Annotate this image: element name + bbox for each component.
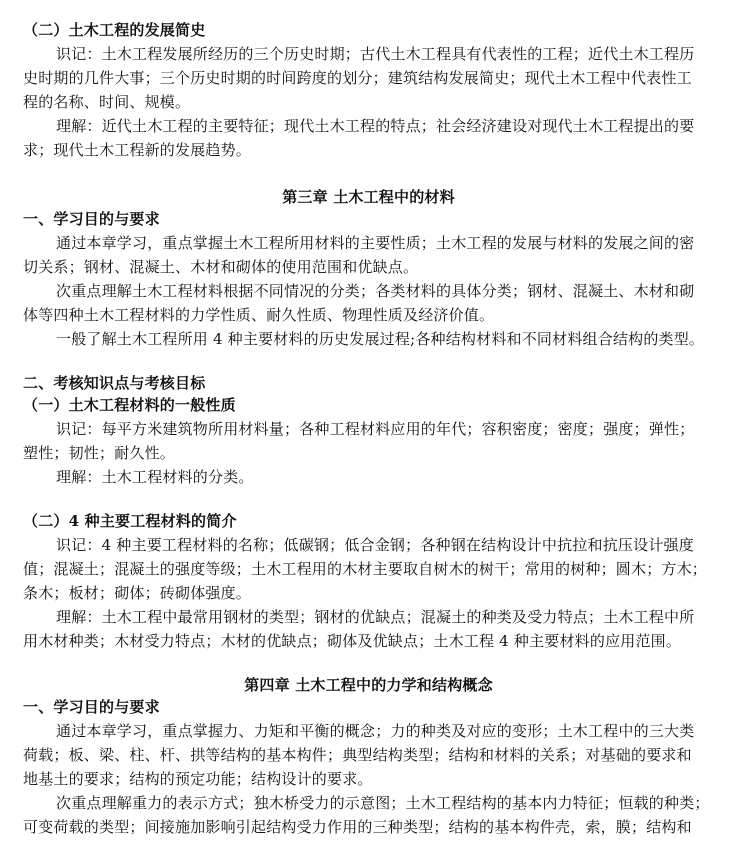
paragraph-line: 识记：土木工程发展所经历的三个历史时期；古代土木工程具有代表性的工程；近代土木工程历 bbox=[56, 45, 695, 63]
paragraph-line: 程的名称、时间、规模。 bbox=[23, 93, 191, 111]
section-heading: 一、学习目的与要求 bbox=[23, 210, 160, 228]
paragraph-line: 通过本章学习，重点掌握力、力矩和平衡的概念；力的种类及对应的变形；土木工程中的三大类 bbox=[56, 722, 695, 740]
paragraph-line: 用木材种类；木材受力特点；木材的优缺点；砌体及优缺点；土木工程 4 种主要材料的应用范围。 bbox=[23, 632, 682, 650]
paragraph-line: 理解：土木工程中最常用钢材的类型；钢材的优缺点；混凝土的种类及受力特点；土木工程中所 bbox=[56, 608, 695, 626]
paragraph-line: 地基土的要求；结构的预定功能；结构设计的要求。 bbox=[23, 770, 373, 788]
paragraph-line: 理解：土木工程材料的分类。 bbox=[56, 468, 254, 486]
paragraph-line: 次重点理解重力的表示方式；独木桥受力的示意图；土木工程结构的基本内力特征；恒载的种类； bbox=[56, 794, 710, 812]
paragraph-line: 史时期的几件大事；三个历史时期的时间跨度的划分；建筑结构发展简史；现代土木工程中代表性工 bbox=[23, 69, 692, 87]
paragraph-line: 体等四种土木工程材料的力学性质、耐久性质、物理性质及经济价值。 bbox=[23, 306, 495, 324]
section-heading: 一、学习目的与要求 bbox=[23, 698, 160, 716]
paragraph-line: 一般了解土木工程所用 4 种主要材料的历史发展过程;各种结构材料和不同材料组合结构的类型。 bbox=[56, 330, 705, 348]
paragraph-line: 次重点理解土木工程材料根据不同情况的分类；各类材料的具体分类；钢材、混凝土、木材和砌 bbox=[56, 282, 695, 300]
paragraph-line: 识记：4 种主要工程材料的名称；低碳钢；低合金钢；各种钢在结构设计中抗拉和抗压设计强度 bbox=[56, 536, 694, 554]
subsection-heading: （一）土木工程材料的一般性质 bbox=[23, 396, 236, 414]
paragraph-line: 通过本章学习，重点掌握土木工程所用材料的主要性质；土木工程的发展与材料的发展之间的密 bbox=[56, 234, 695, 252]
paragraph-line: 值；混凝土；混凝土的强度等级；土木工程用的木材主要取自树木的树干；常用的树种；圆木；方木； bbox=[23, 560, 708, 578]
paragraph-line: 求；现代土木工程新的发展趋势。 bbox=[23, 141, 252, 159]
subsection-heading: （二）4 种主要工程材料的简介 bbox=[23, 512, 237, 530]
paragraph-line: 识记：每平方米建筑物所用材料量；各种工程材料应用的年代；容积密度；密度；强度；弹性； bbox=[56, 420, 695, 438]
chapter-title: 第四章 土木工程中的力学和结构概念 bbox=[244, 676, 493, 694]
paragraph-line: 可变荷载的类型；间接施加影响引起结构受力作用的三种类型；结构的基本构件壳，索，膜；结构和 bbox=[23, 818, 692, 836]
paragraph-line: 塑性；韧性；耐久性。 bbox=[23, 444, 176, 462]
paragraph-line: 理解：近代土木工程的主要特征；现代土木工程的特点；社会经济建设对现代土木工程提出的要 bbox=[56, 117, 695, 135]
section-heading: 二、考核知识点与考核目标 bbox=[23, 374, 206, 392]
paragraph-line: 条木；板材；砌体；砖砌体强度。 bbox=[23, 584, 252, 602]
section-heading: （二）土木工程的发展简史 bbox=[23, 21, 206, 39]
paragraph-line: 切关系；钢材、混凝土、木材和砌体的使用范围和优缺点。 bbox=[23, 258, 419, 276]
paragraph-line: 荷载；板、梁、柱、杆、拱等结构的基本构件；典型结构类型；结构和材料的关系；对基础的要求和 bbox=[23, 746, 692, 764]
chapter-title: 第三章 土木工程中的材料 bbox=[282, 188, 455, 206]
